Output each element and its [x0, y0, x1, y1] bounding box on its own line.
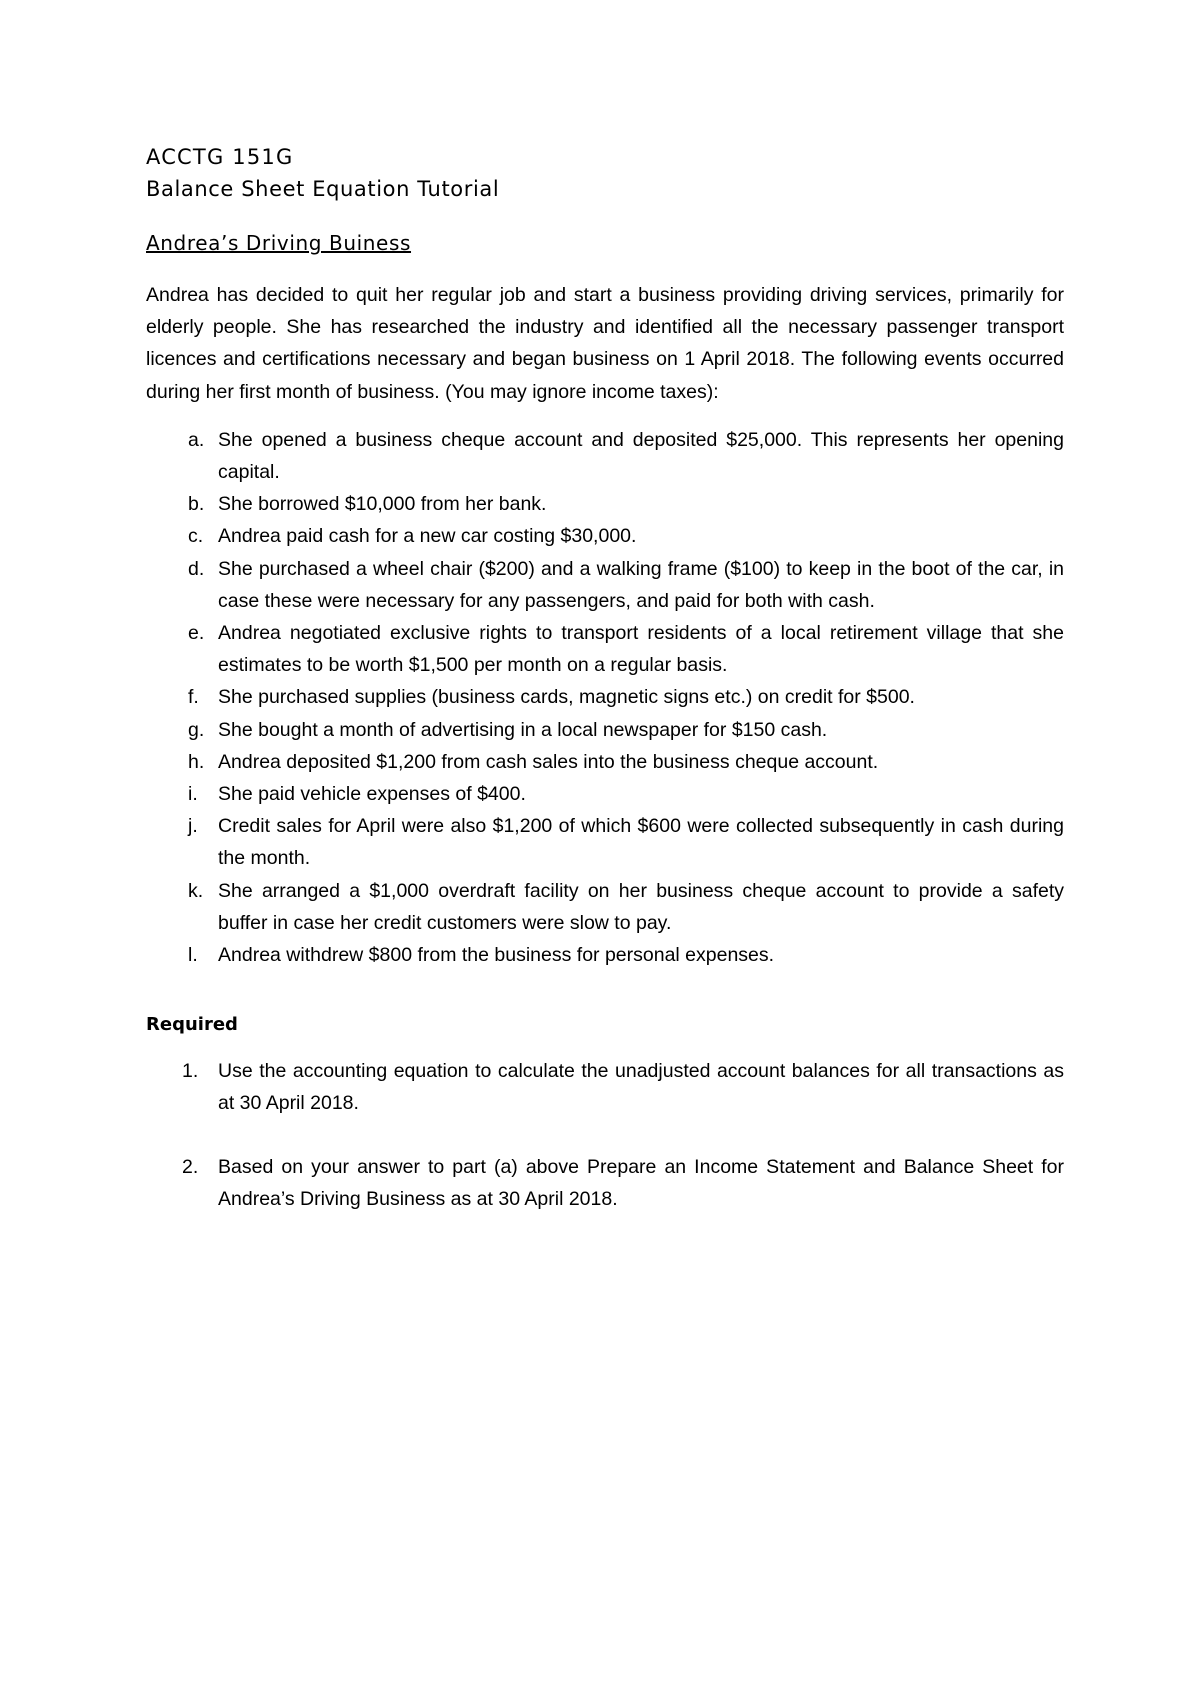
event-marker: h.	[188, 750, 205, 773]
event-marker: l.	[188, 944, 198, 967]
task-text: Use the accounting equation to calculate the unadjusted account balances for all transactions as at 30 April 2018.	[218, 1060, 1064, 1115]
task-marker: 1.	[182, 1060, 199, 1083]
task-text: Based on your answer to part (a) above Prepare an Income Statement and Balance Sheet for Andrea’s Driving Business as at 30 April 2018.	[218, 1155, 1064, 1210]
event-item	[146, 939, 1064, 971]
event-item	[146, 746, 1064, 778]
task-item	[146, 1055, 1064, 1119]
event-text: Andrea paid cash for a new car costing $30,000.	[218, 525, 637, 548]
event-text: She paid vehicle expenses of $400.	[218, 783, 526, 806]
event-marker: e.	[188, 622, 205, 645]
event-text: Andrea deposited $1,200 from cash sales into the business cheque account.	[218, 750, 879, 773]
event-item	[146, 520, 1064, 552]
event-item	[146, 810, 1064, 874]
task-item	[146, 1151, 1064, 1215]
events-list	[146, 424, 1064, 971]
event-item	[146, 553, 1064, 617]
intro-paragraph: Andrea has decided to quit her regular job and start a business providing driving services, primarily for elderly people. She has researched the industry and identified all the necessary passenger transport licences and certifications necessary and began business on 1 April 2018. The following events occurred during her first month of business. (You may ignore income taxes):	[146, 284, 1064, 403]
event-item	[146, 778, 1064, 810]
required-heading: Required	[146, 1014, 238, 1036]
event-item	[146, 875, 1064, 939]
event-text: Andrea withdrew $800 from the business for personal expenses.	[218, 944, 775, 967]
event-item	[146, 424, 1064, 488]
event-marker: c.	[188, 525, 204, 548]
event-marker: a.	[188, 428, 205, 451]
course-code: ACCTG 151G	[146, 145, 294, 169]
case-title: Andrea’s Driving Buiness	[146, 231, 412, 255]
event-text: She bought a month of advertising in a local newspaper for $150 cash.	[218, 718, 828, 741]
event-text: Credit sales for April were also $1,200 of which $600 were collected subsequently in cash during the month.	[218, 815, 1064, 870]
event-text: She borrowed $10,000 from her bank.	[218, 493, 547, 516]
event-item	[146, 488, 1064, 520]
event-marker: g.	[188, 718, 205, 741]
event-text: She opened a business cheque account and deposited $25,000. This represents her opening capital.	[218, 428, 1064, 484]
event-item	[146, 714, 1064, 746]
tasks-list	[146, 1055, 1064, 1215]
event-text: She arranged a $1,000 overdraft facility on her business cheque account to provide a safety buffer in case her credit customers were slow to pay.	[218, 879, 1064, 934]
task-marker: 2.	[182, 1155, 199, 1178]
event-text: She purchased supplies (business cards, magnetic signs etc.) on credit for $500.	[218, 686, 915, 709]
event-marker: b.	[188, 493, 205, 516]
document-subtitle: Balance Sheet Equation Tutorial	[146, 177, 500, 201]
event-text: She purchased a wheel chair ($200) and a walking frame ($100) to keep in the boot of the car, in case these were necessary for any passengers, and paid for both with cash.	[218, 557, 1064, 612]
event-marker: i.	[188, 783, 198, 806]
event-marker: k.	[188, 879, 204, 902]
event-marker: j.	[188, 815, 198, 838]
document-page	[146, 141, 1064, 1246]
event-marker: f.	[188, 686, 199, 709]
event-text: Andrea negotiated exclusive rights to transport residents of a local retirement village that she estimates to be worth $1,500 per month on a regular basis.	[218, 622, 1064, 677]
event-item	[146, 617, 1064, 681]
event-item	[146, 681, 1064, 713]
event-marker: d.	[188, 557, 205, 580]
